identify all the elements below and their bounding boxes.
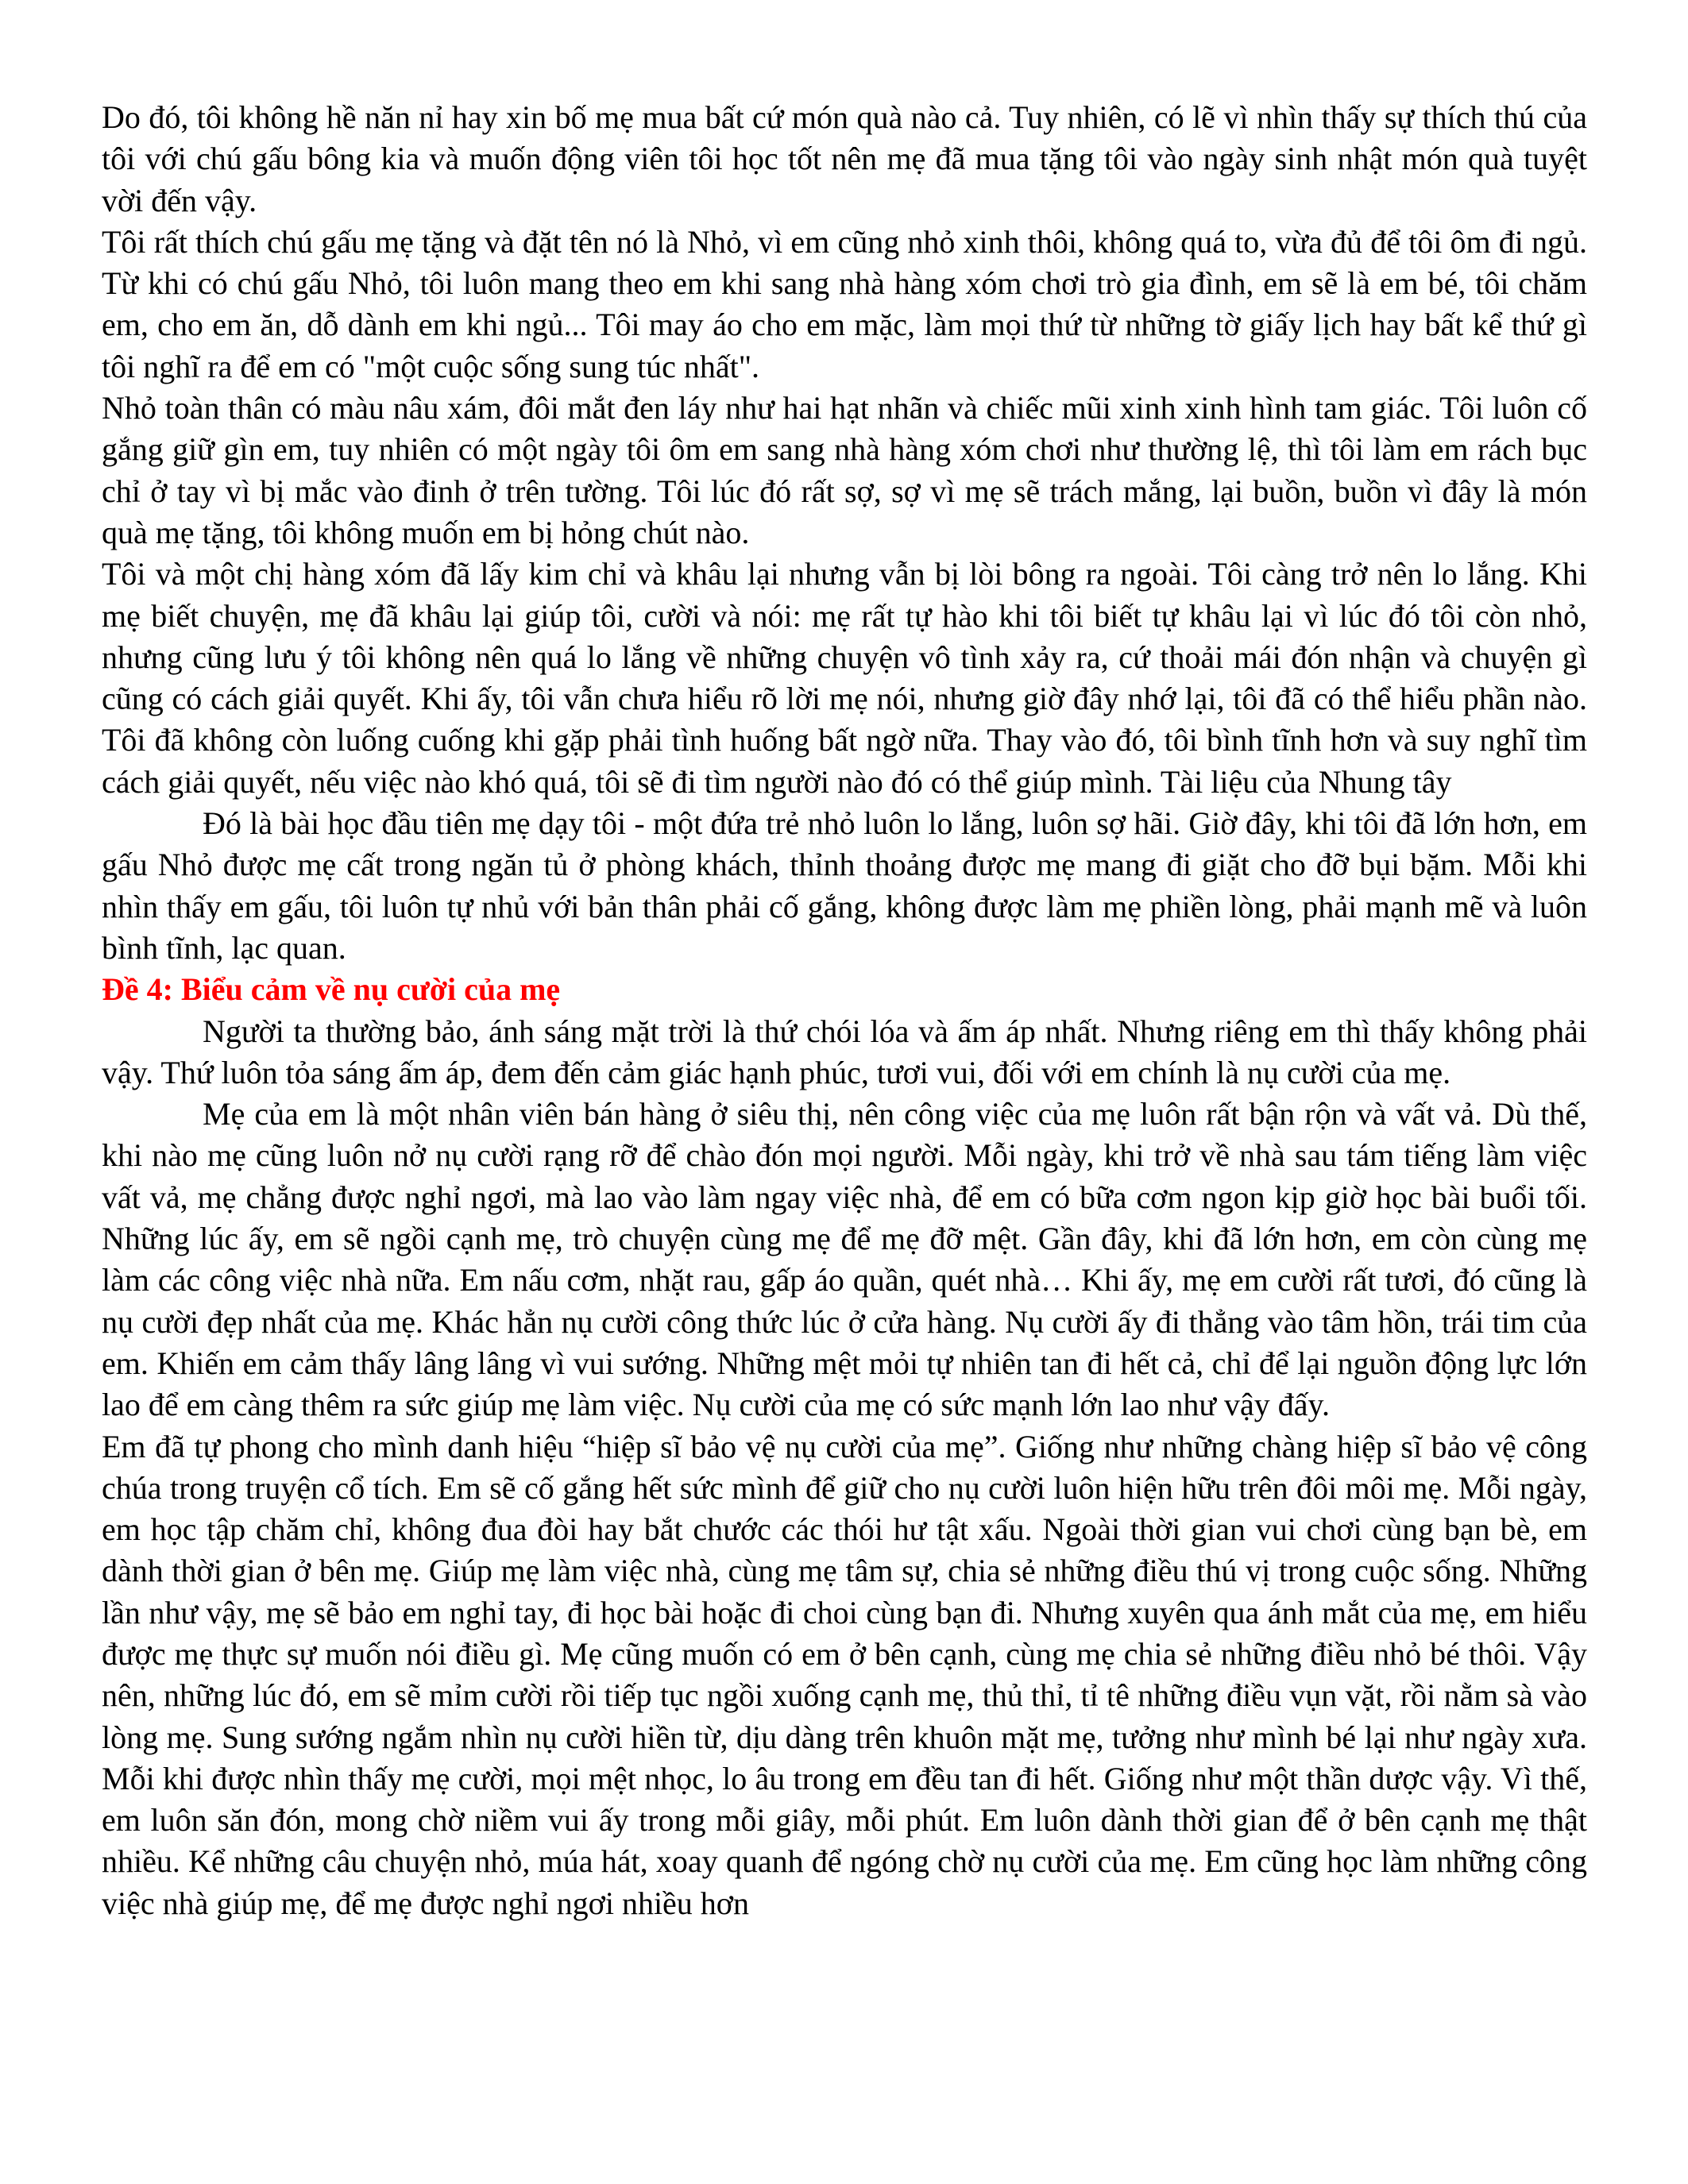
section-heading: Đề 4: Biểu cảm về nụ cười của mẹ <box>102 971 561 1008</box>
paragraph-first-lesson: Đó là bài học đầu tiên mẹ dạy tôi - một đứa trẻ nhỏ luôn lo lắng, luôn sợ hãi. Giờ đây, khi tôi đã lớn hơn, em gấu Nhỏ được mẹ cất trong ngăn tủ ở phòng khách, thỉnh thoảng được mẹ mang đi giặt cho đỡ bụi bặm. Mỗi khi nhìn thấy em gấu, tôi luôn tự nhủ với bản thân phải cố gắng, không được làm mẹ phiền lòng, phải mạnh mẽ và luôn bình tĩnh, lạc quan. <box>102 805 1587 966</box>
document-page <box>102 97 1587 1924</box>
paragraph-smile-intro: Người ta thường bảo, ánh sáng mặt trời là thứ chói lóa và ấm áp nhất. Nhưng riêng em thì thấy không phải vậy. Thứ luôn tỏa sáng ấm áp, đem đến cảm giác hạnh phúc, tươi vui, đối với em chính là nụ cười của mẹ. <box>102 1013 1587 1090</box>
paragraph-teddy-description: Nhỏ toàn thân có màu nâu xám, đôi mắt đen láy như hai hạt nhãn và chiếc mũi xinh xinh hình tam giác. Tôi luôn cố gắng giữ gìn em, tuy nhiên có một ngày tôi ôm em sang nhà hàng xóm chơi như thường lệ, thì tôi làm em rách bục chỉ ở tay vì bị mắc vào đinh ở trên tường. Tôi lúc đó rất sợ, sợ vì mẹ sẽ trách mắng, lại buồn, buồn vì đây là món quà mẹ tặng, tôi không muốn em bị hỏng chút nào. <box>102 390 1587 550</box>
paragraph-gift-intro: Do đó, tôi không hề năn nỉ hay xin bố mẹ mua bất cứ món quà nào cả. Tuy nhiên, có lẽ vì nhìn thấy sự thích thú của tôi với chú gấu bông kia và muốn động viên tôi học tốt nên mẹ đã mua tặng tôi vào ngày sinh nhật món quà tuyệt vời đến vậy. <box>102 99 1587 218</box>
paragraph-smile-knight: Em đã tự phong cho mình danh hiệu “hiệp sĩ bảo vệ nụ cười của mẹ”. Giống như những chàng hiệp sĩ bảo vệ công chúa trong truyện cổ tích. Em sẽ cố gắng hết sức mình để giữ cho nụ cười luôn hiện hữu trên đôi môi mẹ. Mỗi ngày, em học tập chăm chỉ, không đua đòi hay bắt chước các thói hư tật xấu. Ngoài thời gian vui chơi cùng bạn bè, em dành thời gian ở bên mẹ. Giúp mẹ làm việc nhà, cùng mẹ tâm sự, chia sẻ những điều thú vị trong cuộc sống. Những lần như vậy, mẹ sẽ bảo em nghỉ tay, đi học bài hoặc đi choi cùng bạn đi. Nhưng xuyên qua ánh mắt của mẹ, em hiểu được mẹ thực sự muốn nói điều gì. Mẹ cũng muốn có em ở bên cạnh, cùng mẹ chia sẻ những điều nhỏ bé thôi. Vậy nên, những lúc đó, em sẽ mỉm cười rồi tiếp tục ngồi xuống cạnh mẹ, thủ thỉ, tỉ tê những điều vụn vặt, rồi nằm sà vào lòng mẹ. Sung sướng ngắm nhìn nụ cười hiền từ, dịu dàng trên khuôn mặt mẹ, tưởng như mình bé lại như ngày xưa. Mỗi khi được nhìn thấy mẹ cười, mọi mệt nhọc, lo âu trong em đều tan đi hết. Giống như một thần dược vậy. Vì thế, em luôn săn đón, mong chờ niềm vui ấy trong mỗi giây, mỗi phút. Em luôn dành thời gian để ở bên cạnh mẹ thật nhiều. Kể những câu chuyện nhỏ, múa hát, xoay quanh để ngóng chờ nụ cười của mẹ. Em cũng học làm những công việc nhà giúp mẹ, để mẹ được nghỉ ngơi nhiều hơn <box>102 1428 1587 1921</box>
paragraph-mother-work: Mẹ của em là một nhân viên bán hàng ở siêu thị, nên công việc của mẹ luôn rất bận rộn và vất vả. Dù thế, khi nào mẹ cũng luôn nở nụ cười rạng rỡ để chào đón mọi người. Mỗi ngày, khi trở về nhà sau tám tiếng làm việc vất vả, mẹ chẳng được nghỉ ngơi, mà lao vào làm ngay việc nhà, để em có bữa cơm ngon kịp giờ học bài buổi tối. Những lúc ấy, em sẽ ngồi cạnh mẹ, trò chuyện cùng mẹ để mẹ đỡ mệt. Gần đây, khi đã lớn hơn, em còn cùng mẹ làm các công việc nhà nữa. Em nấu cơm, nhặt rau, gấp áo quần, quét nhà… Khi ấy, mẹ em cười rất tươi, đó cũng là nụ cười đẹp nhất của mẹ. Khác hẳn nụ cười công thức lúc ở cửa hàng. Nụ cười ấy đi thẳng vào tâm hồn, trái tim của em. Khiến em cảm thấy lâng lâng vì vui sướng. Những mệt mỏi tự nhiên tan đi hết cả, chỉ để lại nguồn động lực lớn lao để em càng thêm ra sức giúp mẹ làm việc. Nụ cười của mẹ có sức mạnh lớn lao như vậy đấy. <box>102 1096 1587 1423</box>
paragraph-sewing-story: Tôi và một chị hàng xóm đã lấy kim chỉ và khâu lại nhưng vẫn bị lòi bông ra ngoài. Tôi càng trở nên lo lắng. Khi mẹ biết chuyện, mẹ đã khâu lại giúp tôi, cười và nói: mẹ rất tự hào khi tôi biết tự khâu lại vì lúc đó tôi còn nhỏ, nhưng cũng lưu ý tôi không nên quá lo lắng về những chuyện vô tình xảy ra, cứ thoải mái đón nhận và chuyện gì cũng có cách giải quyết. Khi ấy, tôi vẫn chưa hiểu rõ lời mẹ nói, nhưng giờ đây nhớ lại, tôi đã có thể hiểu phần nào. Tôi đã không còn luống cuống khi gặp phải tình huống bất ngờ nữa. Thay vào đó, tôi bình tĩnh hơn và suy nghĩ tìm cách giải quyết, nếu việc nào khó quá, tôi sẽ đi tìm người nào đó có thể giúp mình. Tài liệu của Nhung tây <box>102 556 1587 800</box>
paragraph-teddy-name: Tôi rất thích chú gấu mẹ tặng và đặt tên nó là Nhỏ, vì em cũng nhỏ xinh thôi, không quá to, vừa đủ để tôi ôm đi ngủ. Từ khi có chú gấu Nhỏ, tôi luôn mang theo em khi sang nhà hàng xóm chơi trò gia đình, em sẽ là em bé, tôi chăm em, cho em ăn, dỗ dành em khi ngủ... Tôi may áo cho em mặc, làm mọi thứ từ những tờ giấy lịch hay bất kể thứ gì tôi nghĩ ra để em có "một cuộc sống sung túc nhất". <box>102 223 1587 384</box>
